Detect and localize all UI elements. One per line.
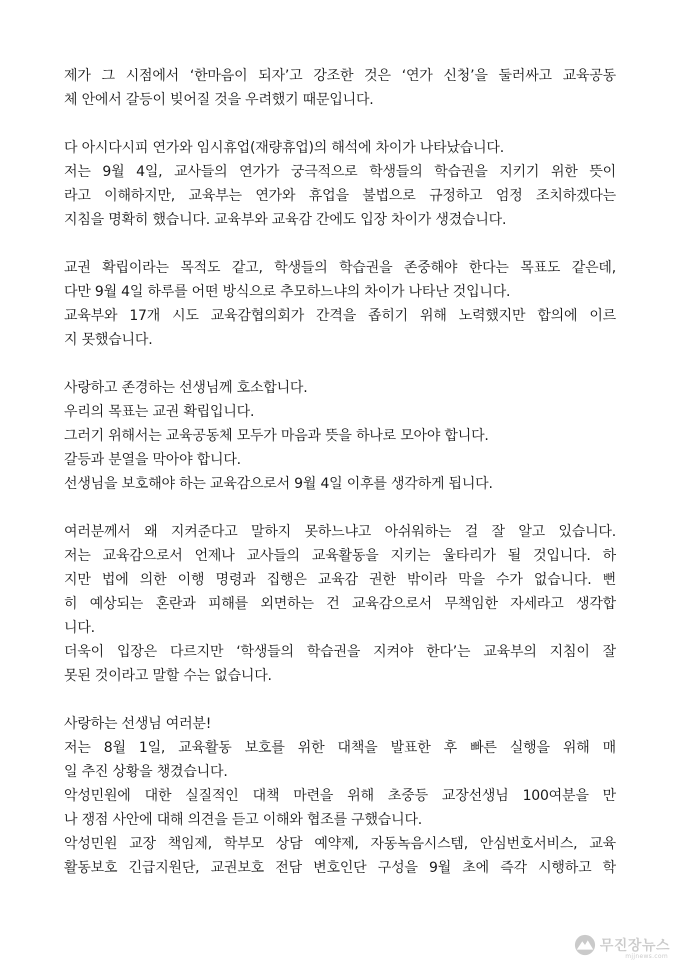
text-line: 갈등과 분열을 막아야 합니다. bbox=[64, 452, 241, 468]
watermark-url: mjjnews.com bbox=[625, 953, 668, 960]
text-line: 못된 것이라고 말할 수는 없습니다. bbox=[64, 668, 272, 684]
text-line: 사랑하고 존경하는 선생님께 호소합니다. bbox=[64, 380, 308, 396]
text-line: 저는 교육감으로서 언제나 교사들의 교육활동을 지키는 울타리가 될 것입니다. 하 bbox=[64, 548, 616, 564]
text-line: 그러기 위해서는 교육공동체 모두가 마음과 뜻을 하나로 모아야 합니다. bbox=[64, 428, 489, 444]
text-line: 지 못했습니다. bbox=[64, 332, 153, 348]
text-line: 저는 9월 4일, 교사들의 연가가 궁극적으로 학생들의 학습권을 지키기 위한 뜻이 bbox=[64, 164, 616, 180]
text-line: 제가 그 시점에서 ‘한마음이 되자’고 강조한 것은 ‘연가 신청’을 둘러싸고 교육공동 bbox=[64, 68, 616, 84]
text-line: 선생님을 보호해야 하는 교육감으로서 9월 4일 이후를 생각하게 됩니다. bbox=[64, 476, 493, 492]
text-line: 지침을 명확히 했습니다. 교육부와 교육감 간에도 입장 차이가 생겼습니다. bbox=[64, 212, 507, 228]
paragraph-6 bbox=[64, 712, 616, 880]
text-line: 사랑하는 선생님 여러분! bbox=[64, 716, 212, 732]
text-line: 체 안에서 갈등이 빚어질 것을 우려했기 때문입니다. bbox=[64, 92, 374, 108]
text-line: 다만 9월 4일 하루를 어떤 방식으로 추모하느냐의 차이가 나타난 것입니다. bbox=[64, 284, 511, 300]
text-line: 활동보호 긴급지원단, 교권보호 전담 변호인단 구성을 9월 초에 즉각 시행하고 학 bbox=[64, 860, 616, 876]
text-line: 지만 법에 의한 이행 명령과 집행은 교육감 권한 밖이라 막을 수가 없습니다. 뻔 bbox=[64, 572, 616, 588]
text-line: 라고 이해하지만, 교육부는 연가와 휴업을 불법으로 규정하고 엄정 조치하겠다는 bbox=[64, 188, 616, 204]
text-line: 우리의 목표는 교권 확립입니다. bbox=[64, 404, 255, 420]
text-line: 저는 8월 1일, 교육활동 보호를 위한 대책을 발표한 후 빠른 실행을 위해 매 bbox=[64, 740, 616, 756]
document-body bbox=[64, 64, 616, 904]
paragraph-3 bbox=[64, 256, 616, 352]
paragraph-4 bbox=[64, 376, 616, 496]
text-line: 일 추진 상황을 챙겼습니다. bbox=[64, 764, 228, 780]
text-line: 여러분께서 왜 지켜준다고 말하지 못하느냐고 아쉬워하는 걸 잘 알고 있습니다. bbox=[64, 524, 616, 540]
watermark-text: 무진장뉴스 bbox=[599, 938, 670, 954]
text-line: 히 예상되는 혼란과 피해를 외면하는 건 교육감으로서 무책임한 자세라고 생각합 bbox=[64, 596, 616, 612]
mountain-logo-icon bbox=[574, 934, 596, 956]
paragraph-1 bbox=[64, 64, 616, 112]
paragraph-2 bbox=[64, 136, 616, 232]
text-line: 나 쟁점 사안에 대해 의견을 듣고 이해와 협조를 구했습니다. bbox=[64, 812, 423, 828]
text-line: 다 아시다시피 연가와 임시휴업(재량휴업)의 해석에 차이가 나타났습니다. bbox=[64, 140, 504, 156]
watermark bbox=[574, 934, 670, 960]
text-line: 악성민원에 대한 실질적인 대책 마련을 위해 초중등 교장선생님 100여분을 만 bbox=[64, 788, 616, 804]
text-line: 교육부와 17개 시도 교육감협의회가 간격을 좁히기 위해 노력했지만 합의에 이르 bbox=[64, 308, 616, 324]
paragraph-5 bbox=[64, 520, 616, 688]
text-line: 교권 확립이라는 목적도 같고, 학생들의 학습권을 존중해야 한다는 목표도 같은데, bbox=[64, 260, 616, 276]
text-line: 악성민원 교장 책임제, 학부모 상담 예약제, 자동녹음시스템, 안심번호서비스, 교육 bbox=[64, 836, 616, 852]
text-line: 더욱이 입장은 다르지만 ‘학생들의 학습권을 지켜야 한다’는 교육부의 지침이 잘 bbox=[64, 644, 616, 660]
text-line: 니다. bbox=[64, 620, 95, 636]
